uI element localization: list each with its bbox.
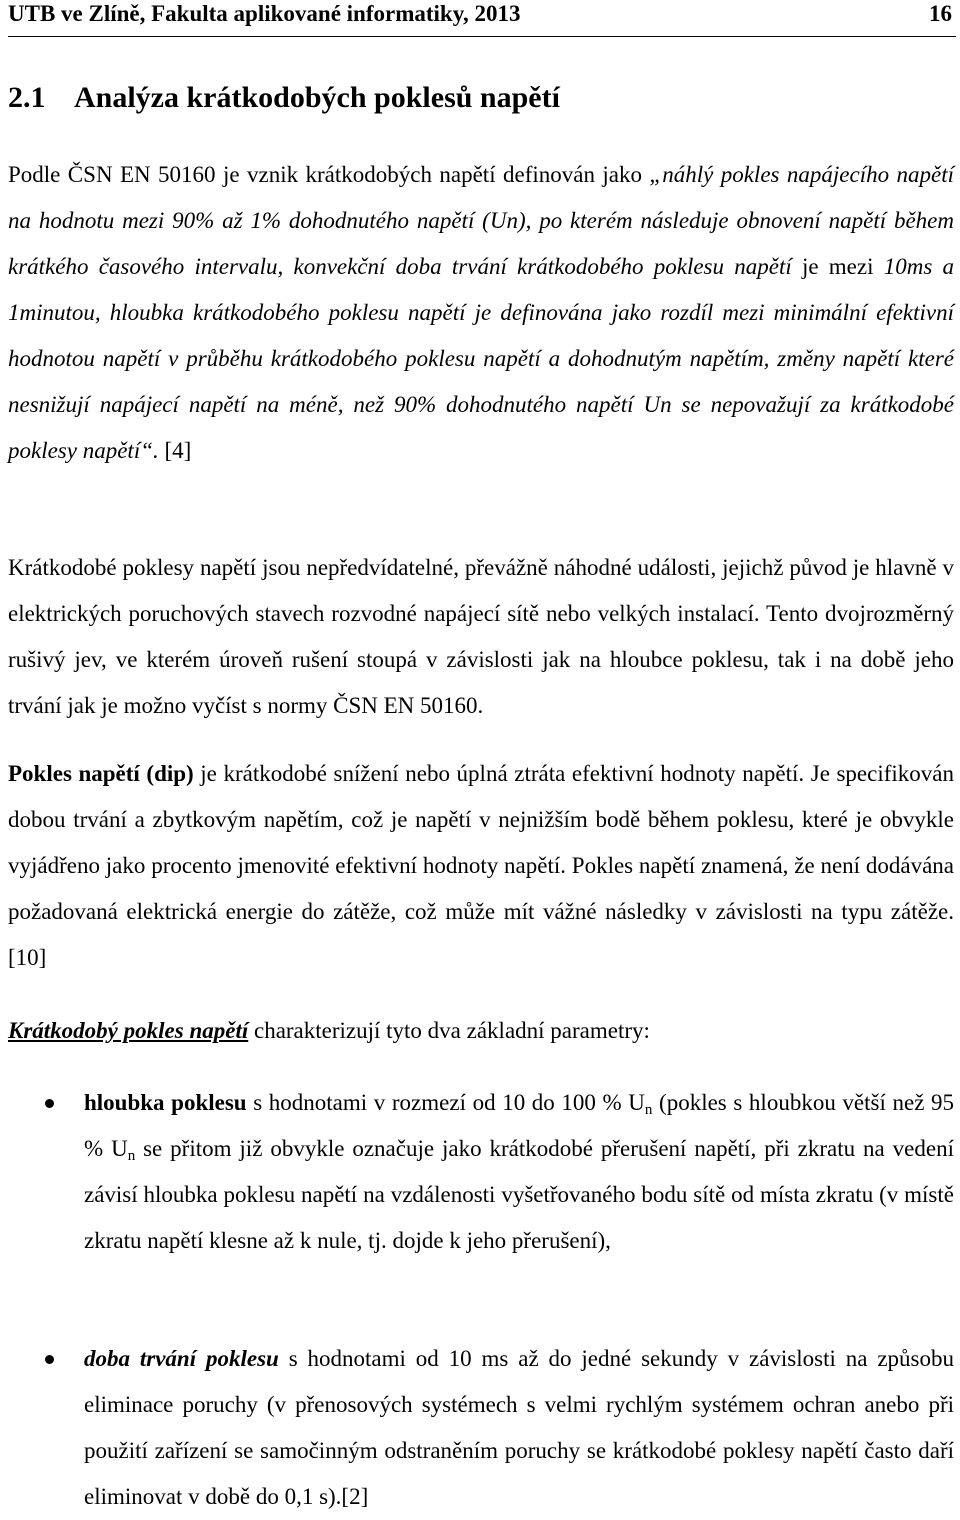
bullet-icon [45,1099,54,1108]
definition-quote: „náhlý pokles napájecího napětí na hodnotu mezi 90% až 1% dohodnutého napětí (Un), po kterém následuje obnovení napětí během krátkého časového intervalu, konvekční doba trvání krátkodobého poklesu napětí [8,162,954,279]
paragraph-definition [8,152,954,474]
depth-text-1: s hodnotami v rozmezí od 10 do 100 % U [246,1090,645,1115]
definition-quote-cont: 10ms a 1minutou, hloubka krátkodobého poklesu napětí je definována jako rozdíl mezi minimální efektivní hodnotou napětí v průběhu krátkodobého poklesu napětí a dohodnutým napětím, změny napětí které nesnižují napájecí napětí na méně, než 90% dohodnutého napětí Un se nepovažují za krátkodobé poklesy napětí“. [8,254,955,463]
parameters-term: Krátkodobý pokles napětí [8,1018,249,1043]
depth-term: hloubka poklesu [84,1090,247,1115]
parameters-text: charakterizují tyto dva základní parametry: [248,1018,650,1043]
paragraph-unpredictable: Krátkodobé poklesy napětí jsou nepředvídatelné, převážně náhodné události, jejichž původ je hlavně v elektrických poruchových stavech rozvodné napájecí sítě nebo velkých instalací. Tento dvojrozměrný rušivý jev, ve kterém úroveň rušení stoupá v závislosti jak na hloubce poklesu, tak i na době jeho trvání jak je možno vyčíst s normy ČSN EN 50160. [8,555,954,718]
depth-text-3: se přitom již obvykle označuje jako krátkodobé přerušení napětí, při zkratu na vedení závisí hloubka poklesu napětí na vzdálenosti vyšetřovaného bodu sítě od místa zkratu (v místě zkratu napětí klesne až k nule, tj. dojde k jeho přerušení), [84,1136,954,1253]
paragraph-parameters [8,1008,954,1054]
section-heading [8,81,560,115]
paragraph-dip [8,751,954,981]
header-title: UTB ve Zlíně, Fakulta aplikované informatiky, 2013 [8,1,521,26]
list-item-duration [84,1336,954,1520]
definition-connector: je mezi [791,254,884,279]
dip-term: Pokles napětí (dip) [8,761,194,786]
section-title: Analýza krátkodobých poklesů napětí [74,81,560,114]
page-header [8,0,956,37]
depth-sub-1: n [644,1102,653,1118]
bullet-icon [45,1355,54,1364]
section-number: 2.1 [8,81,46,114]
list-item-depth [84,1080,954,1264]
definition-reference: [4] [158,438,192,463]
page-number: 16 [929,1,952,26]
duration-term: doba trvání poklesu [84,1346,279,1371]
definition-intro: Podle ČSN EN 50160 je vznik krátkodobých napětí definován jako [8,162,650,187]
depth-sub-2: n [127,1148,136,1164]
dip-text: je krátkodobé snížení nebo úplná ztráta efektivní hodnoty napětí. Je specifikován dobou trvání a zbytkovým napětím, což je napětí v nejnižším bodě během poklesu, které je obvykle vyjádřeno jako procento jmenovité efektivní hodnoty napětí. Pokles napětí znamená, že není dodávána požadovaná elektrická energie do zátěže, což může mít vážné následky v závislosti na typu zátěže. [10] [8,761,954,970]
duration-text: s hodnotami od 10 ms až do jedné sekundy v závislosti na způsobu eliminace poruchy (v přenosových systémech s velmi rychlým systémem ochran anebo při použití zařízení se samočinným odstraněním poruchy se krátkodobé poklesy napětí často daří eliminovat v době do 0,1 s).[2] [84,1346,954,1509]
depth-text-2: (pokles s hloubkou větší než 95 % U [84,1090,955,1161]
